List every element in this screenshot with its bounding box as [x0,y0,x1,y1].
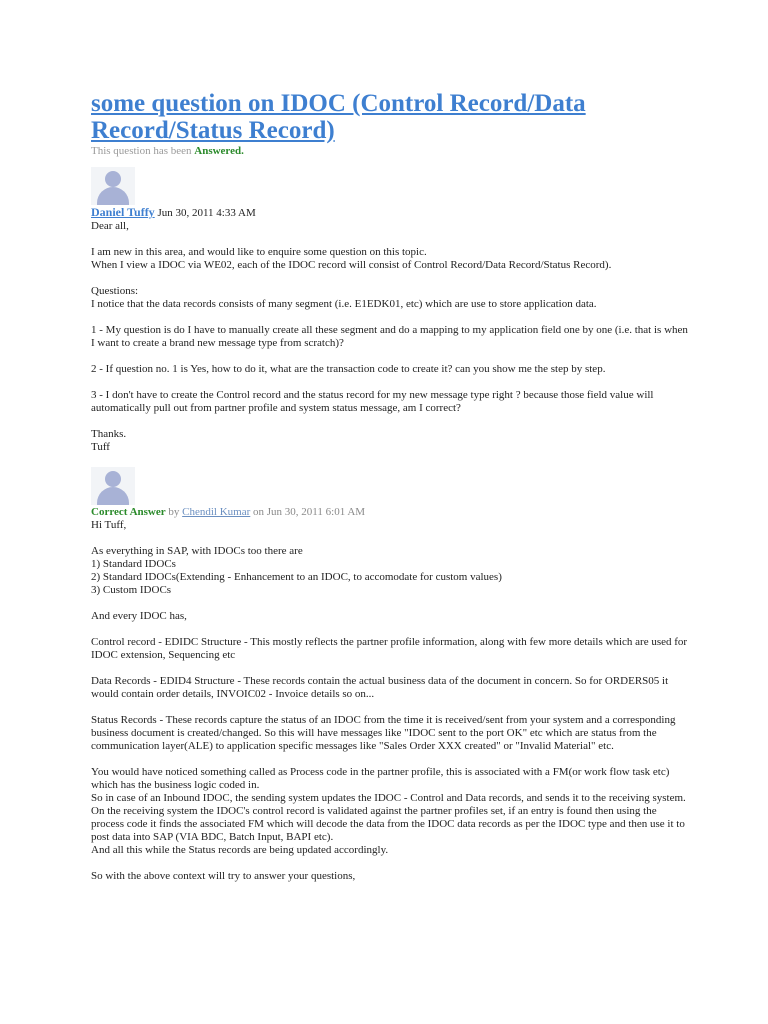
text-line: Tuff [91,441,110,453]
question-post [91,167,691,454]
text-line: So in case of an Inbound IDOC, the sending system updates the IDOC - Control and Data records, and sends it to the receiving system. On the receiving system the IDOC's control record is validated against the partner profiles set, if an entry is found then using the process code it finds the associated FM which will decode the data from the IDOC data records as per the IDOC type and then use it to post data into SAP (VIA BDC, Batch Input, BAPI etc). [91,792,686,843]
paragraph [91,220,691,233]
question-body [91,220,691,454]
paragraph [91,428,691,454]
paragraph [91,766,691,857]
paragraph [91,324,691,350]
answered-status [91,145,691,158]
author-link[interactable]: Chendil Kumar [182,506,251,518]
text-line: Hi Tuff, [91,519,127,531]
correct-answer-label: Correct Answer [91,506,166,518]
post-timestamp: Jun 30, 2011 6:01 AM [266,506,366,518]
paragraph [91,519,691,532]
text-line: As everything in SAP, with IDOCs too there are [91,545,303,557]
text-line: Dear all, [91,220,129,232]
text-line: So with the above context will try to answer your questions, [91,870,356,882]
paragraph [91,714,691,753]
answered-word: Answered. [194,145,244,157]
thread-title[interactable]: some question on IDOC (Control Record/Data Record/Status Record) [91,90,586,144]
text-line: Status Records - These records capture the status of an IDOC from the time it is received/sent from your system and a corresponding business document is created/changed. So this will have messages like "IDOC sent to the port OK" etc which are status from the communication layer(ALE) to application specific messages like "Sales Order XXX created" or "Invalid Material" etc. [91,714,676,752]
text-line: And every IDOC has, [91,610,187,622]
text-line: 2 - If question no. 1 is Yes, how to do it, what are the transaction code to create it? can you show me the step by step. [91,363,606,375]
text-line: When I view a IDOC via WE02, each of the IDOC record will consist of Control Record/Data Record/Status Record). [91,259,612,271]
paragraph [91,285,691,311]
text-line: 1 - My question is do I have to manually create all these segment and do a mapping to my application field one by one (i.e. that is when I want to create a brand new message type from scratch)? [91,324,688,349]
paragraph [91,675,691,701]
on-text: on [253,506,265,518]
paragraph [91,610,691,623]
answer-body [91,519,691,883]
text-line: Control record - EDIDC Structure - This mostly reflects the partner profile information, along with few more details which are used for IDOC extension, Sequencing etc [91,636,688,661]
avatar-user-icon[interactable] [91,167,135,205]
paragraph [91,870,691,883]
answered-prefix: This question has been [91,145,192,157]
paragraph [91,389,691,415]
text-line: 1) Standard IDOCs [91,558,176,570]
post-author-line [91,206,691,220]
paragraph [91,545,691,597]
text-line: Questions: [91,285,139,297]
answer-author-line [91,506,691,519]
text-line: 3 - I don't have to create the Control record and the status record for my new message type right ? because those field value will automatically pull out from partner profile and system status message, am I correct? [91,389,654,414]
thread-page [91,90,691,896]
paragraph [91,636,691,662]
by-text: by [168,506,180,518]
paragraph [91,246,691,272]
text-line: 3) Custom IDOCs [91,584,172,596]
text-line: Thanks. [91,428,127,440]
text-line: I am new in this area, and would like to enquire some question on this topic. [91,246,427,258]
text-line: You would have noticed something called as Process code in the partner profile, this is associated with a FM(or work flow task etc) which has the business logic coded in. [91,766,670,791]
text-line: 2) Standard IDOCs(Extending - Enhancement to an IDOC, to accomodate for custom values) [91,571,502,583]
answer-post [91,467,691,883]
avatar-user-icon[interactable] [91,467,135,505]
text-line: And all this while the Status records are being updated accordingly. [91,844,389,856]
paragraph [91,363,691,376]
author-link[interactable]: Daniel Tuffy [91,205,155,219]
text-line: Data Records - EDID4 Structure - These records contain the actual business data of the document in concern. So for ORDERS05 it would contain order details, INVOIC02 - Invoice details so on... [91,675,669,700]
text-line: I notice that the data records consists of many segment (i.e. E1EDK01, etc) which are use to store application data. [91,298,597,310]
post-timestamp: Jun 30, 2011 4:33 AM [157,207,256,219]
